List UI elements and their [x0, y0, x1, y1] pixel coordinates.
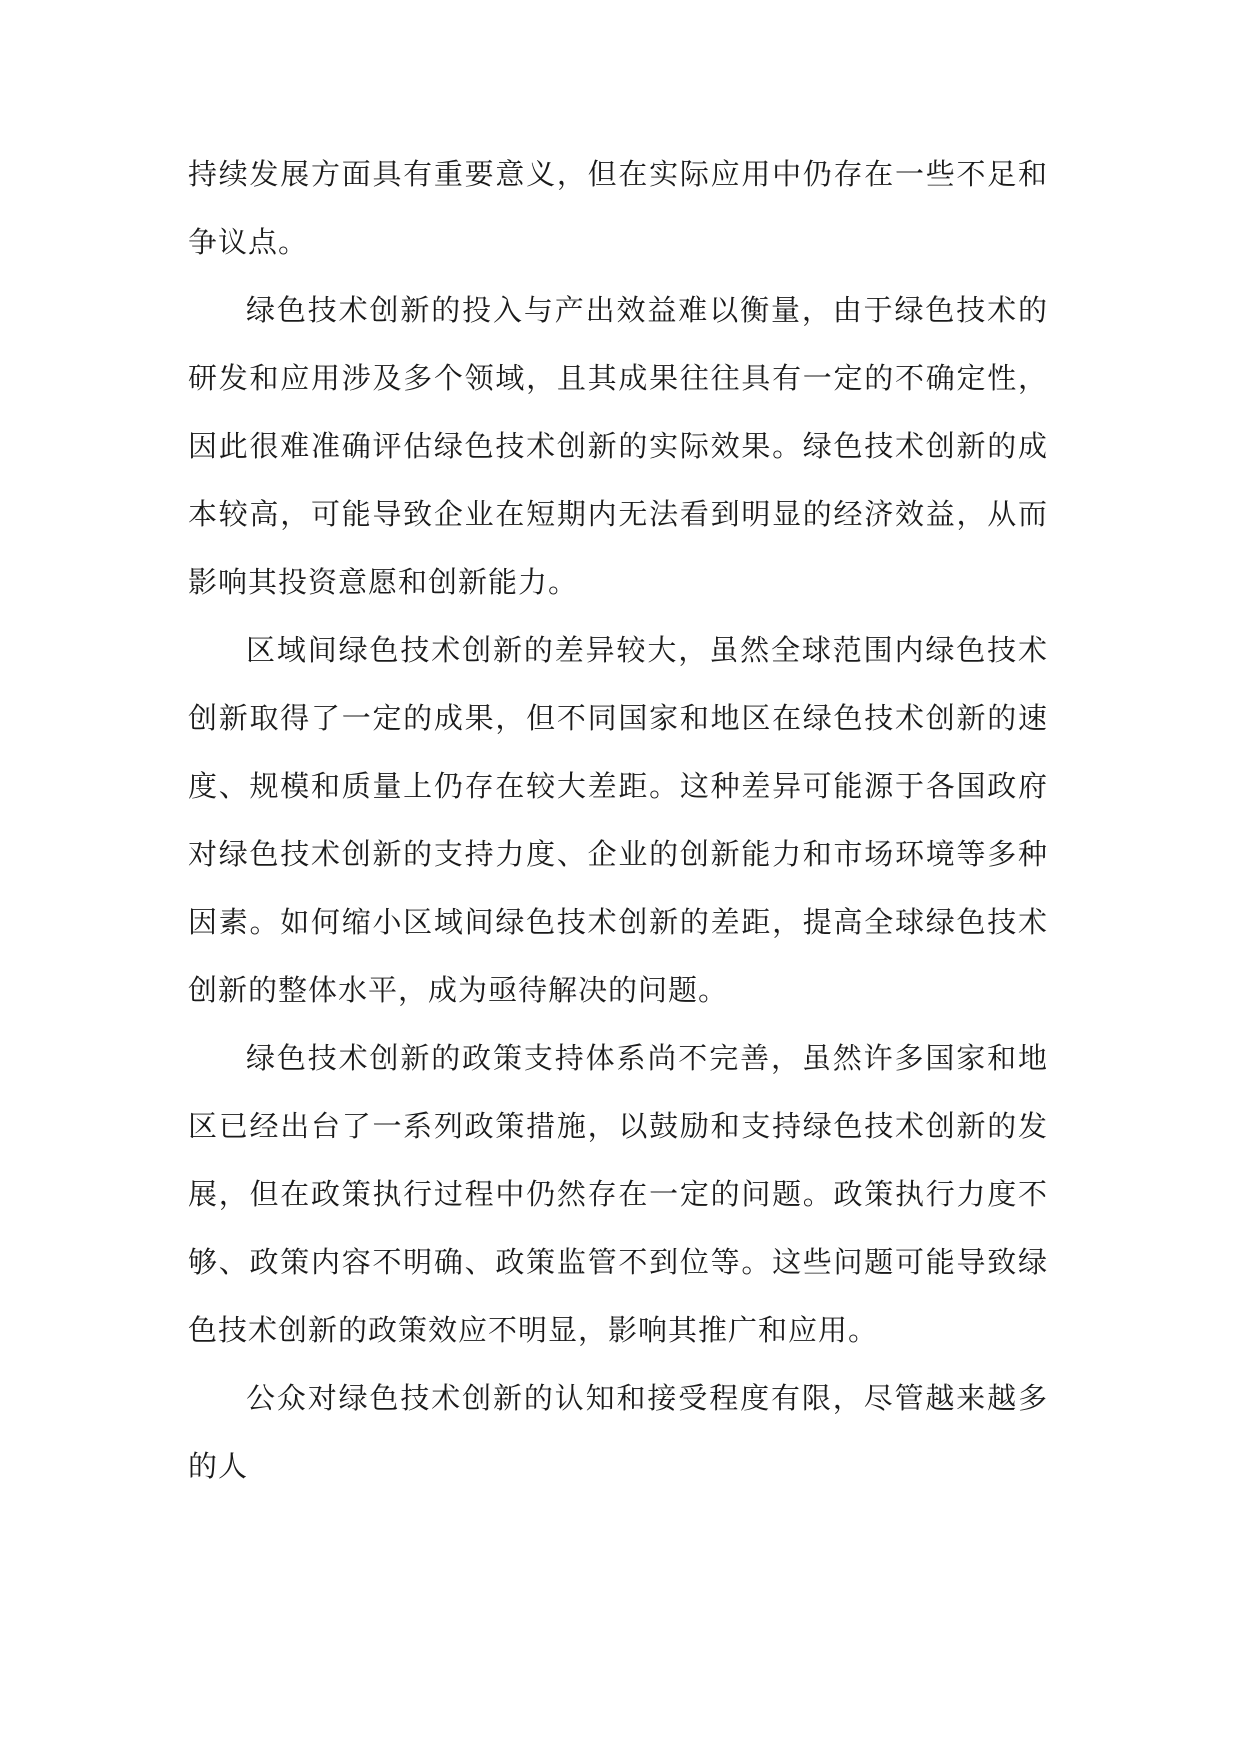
body-text — [188, 140, 1048, 1500]
paragraph-continuation: 持续发展方面具有重要意义，但在实际应用中仍存在一些不足和争议点。 — [188, 157, 1048, 259]
paragraph-policy-support: 绿色技术创新的政策支持体系尚不完善，虽然许多国家和地区已经出台了一系列政策措施，以鼓励和支持绿色技术创新的发展，但在政策执行过程中仍然存在一定的问题。政策执行力度不够、政策内容不明确、政策监管不到位等。这些问题可能导致绿色技术创新的政策效应不明显，影响其推广和应用。 — [188, 1041, 1048, 1347]
paragraph-regional-differences: 区域间绿色技术创新的差异较大，虽然全球范围内绿色技术创新取得了一定的成果，但不同国家和地区在绿色技术创新的速度、规模和质量上仍存在较大差距。这种差异可能源于各国政府对绿色技术创新的支持力度、企业的创新能力和市场环境等多种因素。如何缩小区域间绿色技术创新的差距，提高全球绿色技术创新的整体水平，成为亟待解决的问题。 — [188, 633, 1048, 1007]
paragraph-public-awareness: 公众对绿色技术创新的认知和接受程度有限，尽管越来越多的人 — [188, 1381, 1048, 1483]
paragraph-input-output-benefits: 绿色技术创新的投入与产出效益难以衡量，由于绿色技术的研发和应用涉及多个领域，且其成果往往具有一定的不确定性，因此很难准确评估绿色技术创新的实际效果。绿色技术创新的成本较高，可能导致企业在短期内无法看到明显的经济效益，从而影响其投资意愿和创新能力。 — [188, 293, 1048, 599]
